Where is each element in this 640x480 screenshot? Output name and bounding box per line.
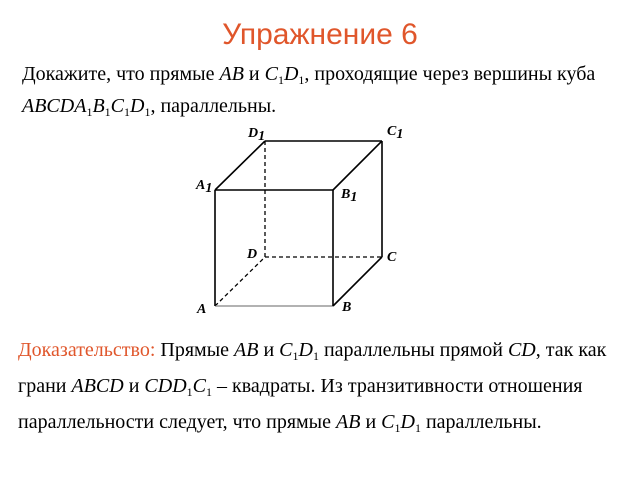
- proof-label: Доказательство:: [18, 339, 156, 361]
- label-a1: A1: [196, 178, 213, 196]
- proof-text: Доказательство: Прямые AB и $C_1D_1$ параллельны прямой CD, так как грани ABCD и $CDD_1C_1$ – квадраты. Из транзитивности отношения параллельности следует, что прямые AB и $C_1D_1$ параллельны.: [18, 339, 607, 436]
- label-a: A: [197, 302, 207, 317]
- edge-b-c: [333, 257, 382, 306]
- edge-b1-c1: [333, 141, 382, 190]
- label-c1: C1: [387, 124, 404, 142]
- label-c: C: [387, 250, 397, 265]
- label-b: B: [342, 300, 352, 315]
- cube-figure: [190, 120, 430, 320]
- label-b1: B1: [341, 187, 358, 205]
- problem-statement: Докажите, что прямые AB и $C_1D_1$, проходящие через вершины куба $ABCDA_1B_1C_1D_1$, параллельны.: [22, 63, 596, 120]
- edge-a-d: [215, 257, 265, 306]
- edge-a1-d1: [215, 141, 265, 190]
- label-d: D: [247, 247, 258, 262]
- slide-title: Упражнение 6: [222, 18, 418, 51]
- label-d1: D1: [248, 126, 266, 144]
